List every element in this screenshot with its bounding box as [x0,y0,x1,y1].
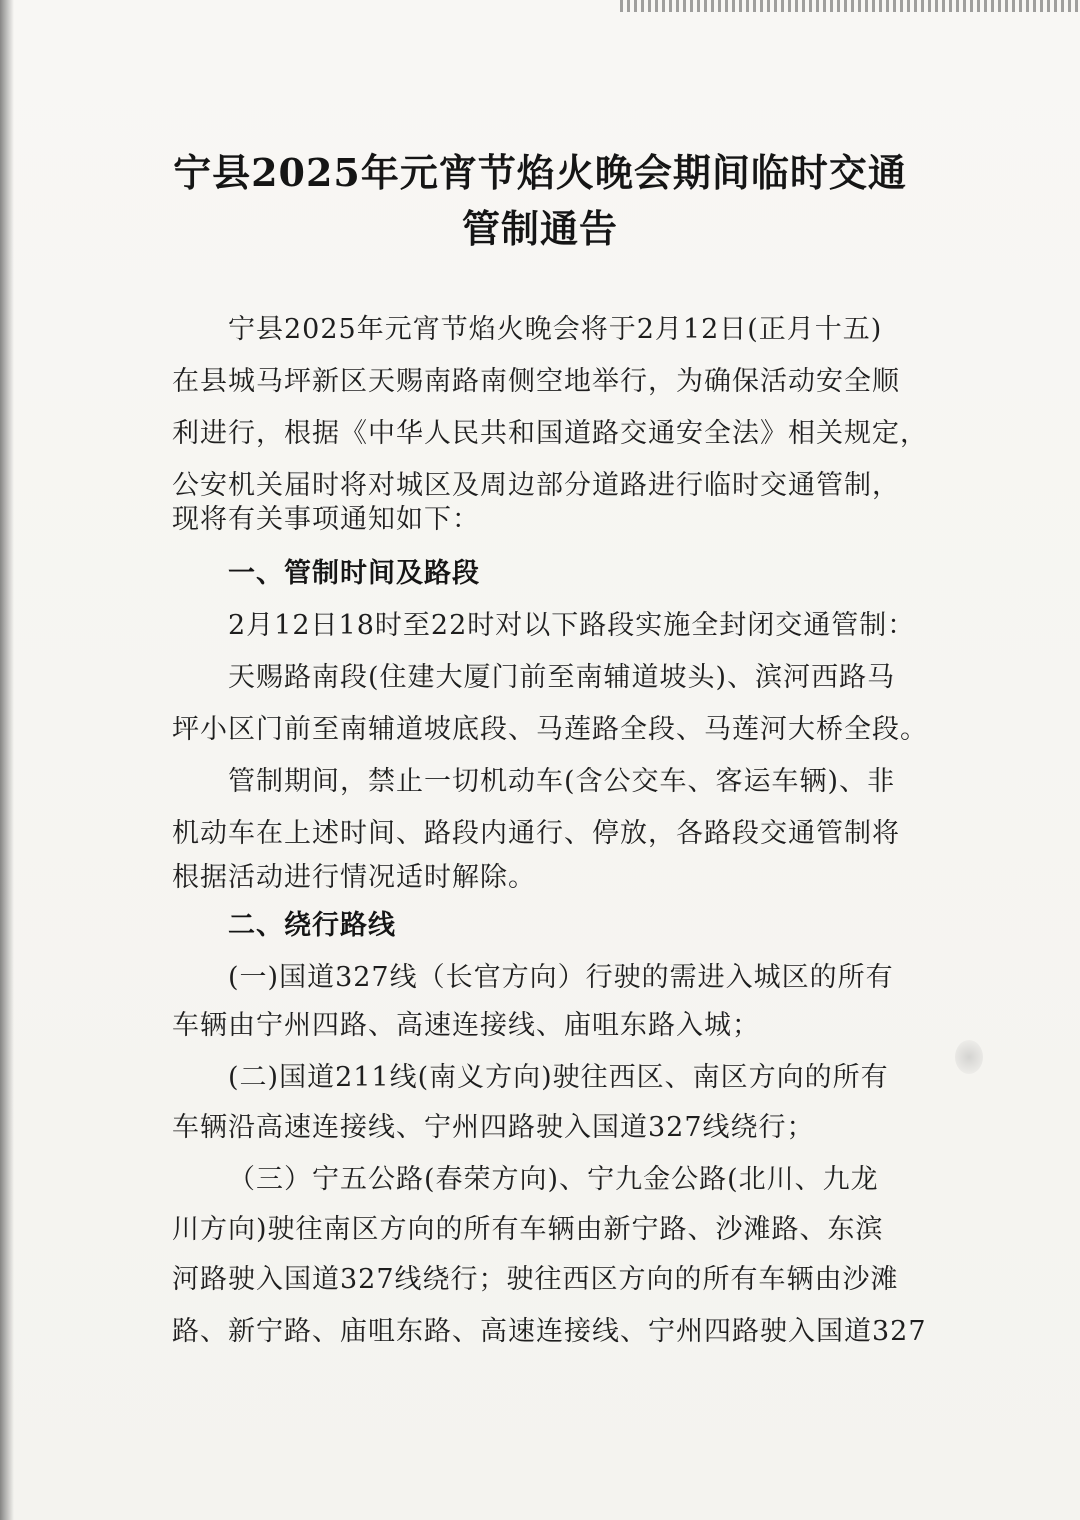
paragraph-intro-line-3: 利进行，根据《中华人民共和国道路交通安全法》相关规定， [172,418,928,449]
paragraph-control-rules-line-2: 机动车在上述时间、路段内通行、停放，各路段交通管制将 [172,818,900,849]
paragraph-control-time: 2月12日18时至22时对以下路段实施全封闭交通管制： [228,610,916,641]
paragraph-road-sections-line-2: 坪小区门前至南辅道坡底段、马莲路全段、马莲河大桥全段。 [172,714,928,745]
detour-item-3-line-4: 路、新宁路、庙咀东路、高速连接线、宁州四路驶入国道327 [172,1316,927,1347]
scan-edge-top [620,0,1080,12]
detour-item-1-line-1: (一)国道327线（长官方向）行驶的需进入城区的所有 [228,962,894,993]
detour-item-2-line-2: 车辆沿高速连接线、宁州四路驶入国道327线绕行； [172,1112,815,1143]
paragraph-intro-line-5: 现将有关事项通知如下： [172,504,480,535]
detour-item-2-line-1: (二)国道211线(南义方向)驶往西区、南区方向的所有 [228,1062,889,1093]
detour-item-1-line-2: 车辆由宁州四路、高速连接线、庙咀东路入城； [172,1010,760,1041]
detour-item-3-line-2: 川方向)驶往南区方向的所有车辆由新宁路、沙滩路、东滨 [172,1214,884,1245]
paragraph-intro-line-1: 宁县2025年元宵节焰火晚会将于2月12日(正月十五) [228,314,883,345]
document-title-line-1: 宁县2025年元宵节焰火晚会期间临时交通 [173,150,907,195]
section-heading-2: 二、绕行路线 [228,910,396,941]
paragraph-control-rules-line-1: 管制期间，禁止一切机动车(含公交车、客运车辆)、非 [228,766,896,797]
scan-smudge [955,1040,983,1074]
paragraph-road-sections-line-1: 天赐路南段(住建大厦门前至南辅道坡头)、滨河西路马 [228,662,896,693]
scan-edge-left [0,0,14,1520]
document-title-line-2: 管制通告 [461,206,618,251]
section-heading-1: 一、管制时间及路段 [228,558,480,589]
paragraph-control-rules-line-3: 根据活动进行情况适时解除。 [172,862,536,893]
detour-item-3-line-3: 河路驶入国道327线绕行；驶往西区方向的所有车辆由沙滩 [172,1264,899,1295]
paragraph-intro-line-4: 公安机关届时将对城区及周边部分道路进行临时交通管制， [172,470,900,501]
detour-item-3-line-1: （三）宁五公路(春荣方向)、宁九金公路(北川、九龙 [228,1164,879,1195]
paragraph-intro-line-2: 在县城马坪新区天赐南路南侧空地举行，为确保活动安全顺 [172,366,900,397]
